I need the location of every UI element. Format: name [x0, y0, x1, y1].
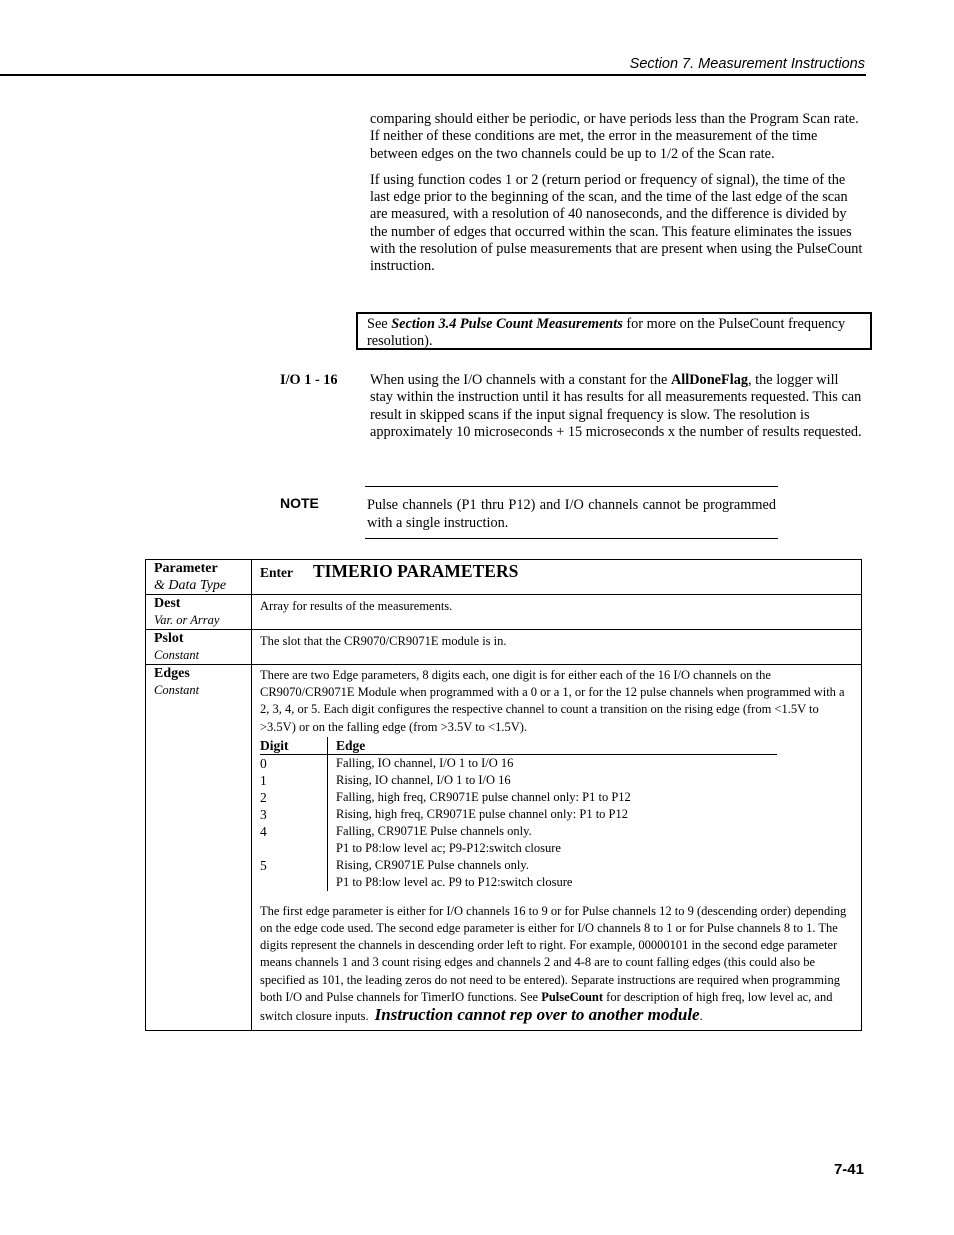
digit-value: 3: [260, 806, 328, 823]
edge-line-1: Rising, CR9071E Pulse channels only.: [336, 857, 529, 872]
closing-text-2: for description of high freq, low level ac, and switch closure inputs.: [260, 989, 833, 1024]
digit-row: [260, 806, 777, 823]
digit-value: 1: [260, 772, 328, 789]
note-text: Pulse channels (P1 thru P12) and I/O channels cannot be programmed with a single instruction.: [367, 497, 776, 531]
param-type: Constant: [154, 683, 200, 697]
table-row: [146, 595, 862, 630]
digit-row: [260, 789, 777, 806]
digit-edge-table: [260, 737, 777, 891]
digit-value: 4: [260, 823, 328, 857]
io-channel-description: [370, 372, 864, 441]
section-header: Section 7. Measurement Instructions: [629, 56, 865, 72]
closing-emphasis: Instruction cannot rep over to another module: [374, 1005, 700, 1025]
all-done-flag: AllDoneFlag: [670, 372, 748, 388]
note-bottom-rule: [365, 538, 778, 539]
closing-text: The first edge parameter is either for I/O channels 16 to 9 or for Pulse channels 12 to 9 (descending order) depending on the edge code used. The second edge parameter is either for I/O channels 8 to 1 or for Pulse channels 8 to 1. The digits represent the channels in descending order left to right. For example, 00000101 in the second edge parameter means channels 1 and 3 count rising edges and channels 2 and 4-8 are to count falling edges (this could also be specified as 101, the leading zeros do not need to be entered). Separate instructions are required when programming both I/O and Pulse channels for TimerIO functions. See: [260, 903, 847, 1004]
header-rule: [0, 74, 866, 76]
param-description: [252, 665, 861, 1025]
edge-line-2: P1 to P8:low level ac. P9 to P12:switch closure: [336, 874, 573, 889]
table-title: TIMERIO PARAMETERS: [313, 561, 519, 581]
digit-value: 0: [260, 754, 328, 772]
table-header-row: [146, 560, 862, 595]
intro-text: [370, 111, 864, 276]
edges-intro: There are two Edge parameters, 8 digits each, one digit is for either each of the 16 I/O channels on the CR9070/CR9071E Module when programmed with a 0 or a 1, or for the 12 pulse channels when programmed with a 2, 3, 4, or 5. Each digit configures the respective channel to count a transition on the rising edge (from <1.5V to >3.5V) or on the falling edge (from >3.5V to <1.5V).: [260, 668, 845, 734]
edge-value: [328, 857, 778, 891]
io-channel-label: I/O 1 - 16: [280, 372, 338, 388]
edge-header: Edge: [328, 737, 778, 755]
timerio-parameter-table: [145, 559, 862, 1031]
edge-value: [328, 823, 778, 857]
table-row: [146, 665, 862, 1031]
section-reference: Section 3.4 Pulse Count Measurements: [391, 316, 623, 332]
header-parameter: Parameter: [154, 561, 218, 576]
param-type: Constant: [154, 648, 200, 662]
digit-value: 5: [260, 857, 328, 891]
digit-row: [260, 823, 777, 857]
table-row: [146, 630, 862, 665]
see-also-box: [356, 312, 872, 350]
edges-closing-text: [260, 903, 855, 1025]
pulsecount-reference: PulseCount: [541, 989, 604, 1004]
see-suffix: for more on the PulseCount frequency resolution).: [367, 316, 846, 349]
edge-line-2: P1 to P8:low level ac; P9-P12:switch closure: [336, 840, 561, 855]
intro-paragraph-1: comparing should either be periodic, or have periods less than the Program Scan rate. If neither of these conditions are met, the error in the measurement of the time between edges on the two channels could be up to 1/2 of the Scan rate.: [370, 111, 859, 162]
closing-period: .: [699, 1009, 703, 1024]
param-name: Pslot: [154, 631, 184, 646]
param-name: Dest: [154, 596, 181, 611]
edge-value: Falling, IO channel, I/O 1 to I/O 16: [336, 755, 514, 770]
io-text-after: , the logger will stay within the instruction until it has results for all measurements requested. This can result in skipped scans if the input signal frequency is slow. The resolution is approximately 10 microseconds + 15 microseconds x the number of results requested.: [370, 372, 862, 440]
io-text-before: When using the I/O channels with a constant for the: [370, 372, 671, 388]
note-top-rule: [365, 486, 778, 487]
digit-value: 2: [260, 789, 328, 806]
intro-paragraph-2: If using function codes 1 or 2 (return period or frequency of signal), the time of the last edge prior to the beginning of the scan, and the time of the last edge of the scan are measured, with a resolution of 40 nanoseconds, and the difference is divided by the number of edges that occurred within the scan. This feature eliminates the issues with the resolution of pulse measurements that are present when using the PulseCount instruction.: [370, 171, 863, 275]
digit-header: Digit: [260, 737, 328, 755]
digit-row: [260, 857, 777, 891]
edge-value: Rising, IO channel, I/O 1 to I/O 16: [336, 772, 511, 787]
param-name: Edges: [154, 666, 190, 681]
param-type: Var. or Array: [154, 613, 220, 627]
edge-value: Falling, high freq, CR9071E pulse channel only: P1 to P12: [336, 789, 631, 804]
edge-line-1: Falling, CR9071E Pulse channels only.: [336, 823, 532, 838]
page-number: 7-41: [833, 1161, 864, 1178]
edge-value: Rising, high freq, CR9071E pulse channel only: P1 to P12: [336, 806, 629, 821]
header-enter: Enter: [260, 565, 293, 580]
header-data-type: & Data Type: [154, 578, 227, 593]
param-description: Array for results of the measurements.: [260, 599, 453, 613]
note-label: NOTE: [280, 495, 319, 511]
param-description: The slot that the CR9070/CR9071E module is in.: [260, 634, 507, 648]
digit-row: [260, 772, 777, 789]
digit-row: [260, 754, 777, 772]
see-prefix: See: [367, 316, 392, 332]
